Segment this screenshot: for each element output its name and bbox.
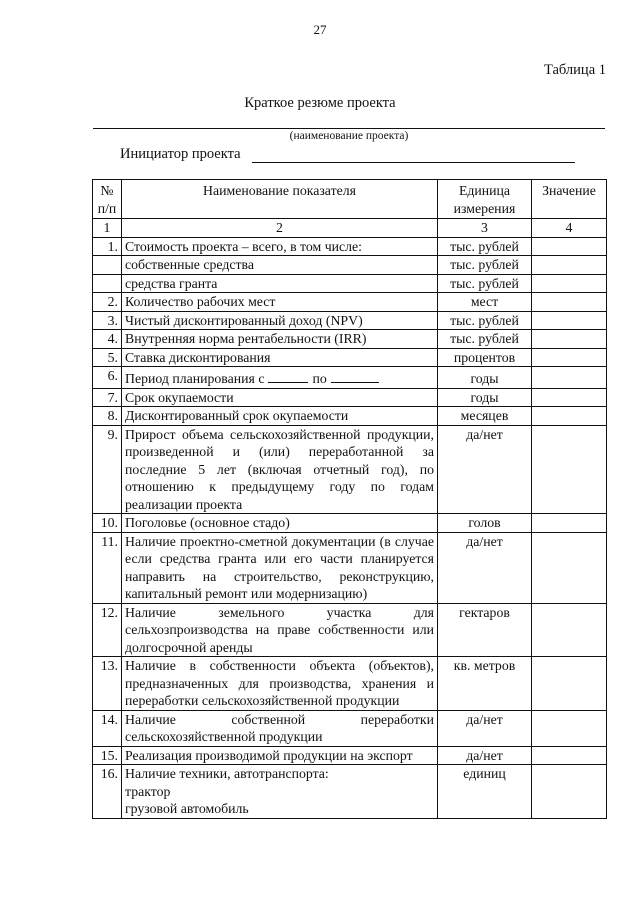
row-value[interactable] xyxy=(532,746,607,765)
col-number: 1 xyxy=(93,219,122,238)
table-row xyxy=(93,388,607,407)
table-row xyxy=(93,710,607,746)
row-number: 10. xyxy=(93,514,122,533)
row-unit: гектаров xyxy=(438,603,532,657)
planning-to-label: по xyxy=(312,371,327,386)
row-unit: да/нет xyxy=(438,532,532,603)
row-unit: тыс. рублей xyxy=(438,311,532,330)
page-number: 27 xyxy=(313,22,327,37)
row-number: 8. xyxy=(93,407,122,426)
row-number: 3. xyxy=(93,311,122,330)
table-row xyxy=(93,514,607,533)
row-number: 12. xyxy=(93,603,122,657)
row-value[interactable] xyxy=(532,514,607,533)
row-number xyxy=(93,256,122,275)
table-row xyxy=(93,293,607,312)
row-indicator-sub: грузовой автомобиль xyxy=(125,801,249,816)
row-unit: процентов xyxy=(438,348,532,367)
row-number: 6. xyxy=(93,367,122,389)
initiator-line xyxy=(252,162,575,163)
row-unit: тыс. рублей xyxy=(438,237,532,256)
row-value[interactable] xyxy=(532,710,607,746)
row-number: 4. xyxy=(93,330,122,349)
row-value[interactable] xyxy=(532,657,607,711)
row-indicator: Наличие земельного участка для сельхозпроизводства на праве собственности или долгосрочной аренды xyxy=(122,603,438,657)
row-unit: да/нет xyxy=(438,710,532,746)
row-indicator-main: Наличие техники, автотранспорта: xyxy=(125,766,329,781)
col-number: 4 xyxy=(532,219,607,238)
row-unit: единиц xyxy=(438,765,532,819)
table-label: Таблица 1 xyxy=(543,62,606,78)
row-indicator: собственные средства xyxy=(122,256,438,275)
table-header-row xyxy=(93,180,607,219)
table-row xyxy=(93,532,607,603)
row-unit: тыс. рублей xyxy=(438,256,532,275)
planning-to-blank[interactable] xyxy=(331,370,379,383)
row-indicator: Наличие проектно-сметной документации (в случае если средства гранта или его части планируется направить на строительство, реконструкцию, капитальный ремонт или модернизацию) xyxy=(122,532,438,603)
row-indicator: Срок окупаемости xyxy=(122,388,438,407)
table-row xyxy=(93,237,607,256)
row-number: 16. xyxy=(93,765,122,819)
row-value[interactable] xyxy=(532,256,607,275)
row-indicator: Стоимость проекта – всего, в том числе: xyxy=(122,237,438,256)
row-unit: голов xyxy=(438,514,532,533)
row-unit: да/нет xyxy=(438,425,532,514)
row-unit: кв. метров xyxy=(438,657,532,711)
row-indicator: Реализация производимой продукции на экспорт xyxy=(122,746,438,765)
row-number: 2. xyxy=(93,293,122,312)
table-row xyxy=(93,311,607,330)
header-name: Наименование показателя xyxy=(122,180,438,219)
table-row xyxy=(93,330,607,349)
row-indicator: Внутренняя норма рентабельности (IRR) xyxy=(122,330,438,349)
row-indicator: Чистый дисконтированный доход (NPV) xyxy=(122,311,438,330)
table-row xyxy=(93,367,607,389)
document-title: Краткое резюме проекта xyxy=(244,95,396,111)
row-number: 9. xyxy=(93,425,122,514)
row-indicator: Ставка дисконтирования xyxy=(122,348,438,367)
row-indicator: Поголовье (основное стадо) xyxy=(122,514,438,533)
header-unit: Единица измерения xyxy=(438,180,532,219)
row-value[interactable] xyxy=(532,425,607,514)
row-value[interactable] xyxy=(532,330,607,349)
table-row xyxy=(93,765,607,819)
row-indicator: средства гранта xyxy=(122,274,438,293)
table-row xyxy=(93,407,607,426)
project-name-caption: (наименование проекта) xyxy=(289,130,409,142)
col-number: 2 xyxy=(122,219,438,238)
row-indicator-sub: трактор xyxy=(125,783,171,799)
row-unit: да/нет xyxy=(438,746,532,765)
table-row xyxy=(93,425,607,514)
row-number: 1. xyxy=(93,237,122,256)
row-indicator: Прирост объема сельскохозяйственной продукции, произведенной и (или) переработанной за последние 5 лет (включая отчетный год), по отношению к предыдущему году по годам реализации проекта xyxy=(122,425,438,514)
row-unit: годы xyxy=(438,367,532,389)
row-value[interactable] xyxy=(532,532,607,603)
planning-from-label: Период планирования с xyxy=(125,371,265,386)
row-value[interactable] xyxy=(532,407,607,426)
row-unit: годы xyxy=(438,388,532,407)
column-numbers-row xyxy=(93,219,607,238)
initiator-label: Инициатор проекта xyxy=(120,146,241,162)
row-indicator: Количество рабочих мест xyxy=(122,293,438,312)
row-unit: тыс. рублей xyxy=(438,274,532,293)
row-value[interactable] xyxy=(532,367,607,389)
col-number: 3 xyxy=(438,219,532,238)
row-indicator: Дисконтированный срок окупаемости xyxy=(122,407,438,426)
row-value[interactable] xyxy=(532,237,607,256)
row-indicator xyxy=(122,367,438,389)
row-number: 7. xyxy=(93,388,122,407)
table-row xyxy=(93,274,607,293)
row-value[interactable] xyxy=(532,274,607,293)
row-number: 14. xyxy=(93,710,122,746)
row-value[interactable] xyxy=(532,348,607,367)
row-indicator: Наличие собственной переработки сельскохозяйственной продукции xyxy=(122,710,438,746)
row-value[interactable] xyxy=(532,293,607,312)
table-row xyxy=(93,348,607,367)
row-value[interactable] xyxy=(532,311,607,330)
row-number: 13. xyxy=(93,657,122,711)
row-number: 15. xyxy=(93,746,122,765)
planning-from-blank[interactable] xyxy=(268,370,308,383)
row-number: 11. xyxy=(93,532,122,603)
row-value[interactable] xyxy=(532,603,607,657)
row-unit: тыс. рублей xyxy=(438,330,532,349)
table-row xyxy=(93,746,607,765)
row-unit: мест xyxy=(438,293,532,312)
row-value[interactable] xyxy=(532,765,607,819)
row-number xyxy=(93,274,122,293)
row-unit: месяцев xyxy=(438,407,532,426)
table-row xyxy=(93,657,607,711)
row-indicator: Наличие в собственности объекта (объектов), предназначенных для производства, хранения и переработки сельскохозяйственной продукции xyxy=(122,657,438,711)
row-indicator xyxy=(122,765,438,819)
table-row xyxy=(93,256,607,275)
project-name-line xyxy=(93,128,605,129)
header-value: Значение xyxy=(532,180,607,219)
header-num: № п/п xyxy=(93,180,122,219)
summary-table xyxy=(92,179,607,819)
row-number: 5. xyxy=(93,348,122,367)
table-row xyxy=(93,603,607,657)
row-value[interactable] xyxy=(532,388,607,407)
